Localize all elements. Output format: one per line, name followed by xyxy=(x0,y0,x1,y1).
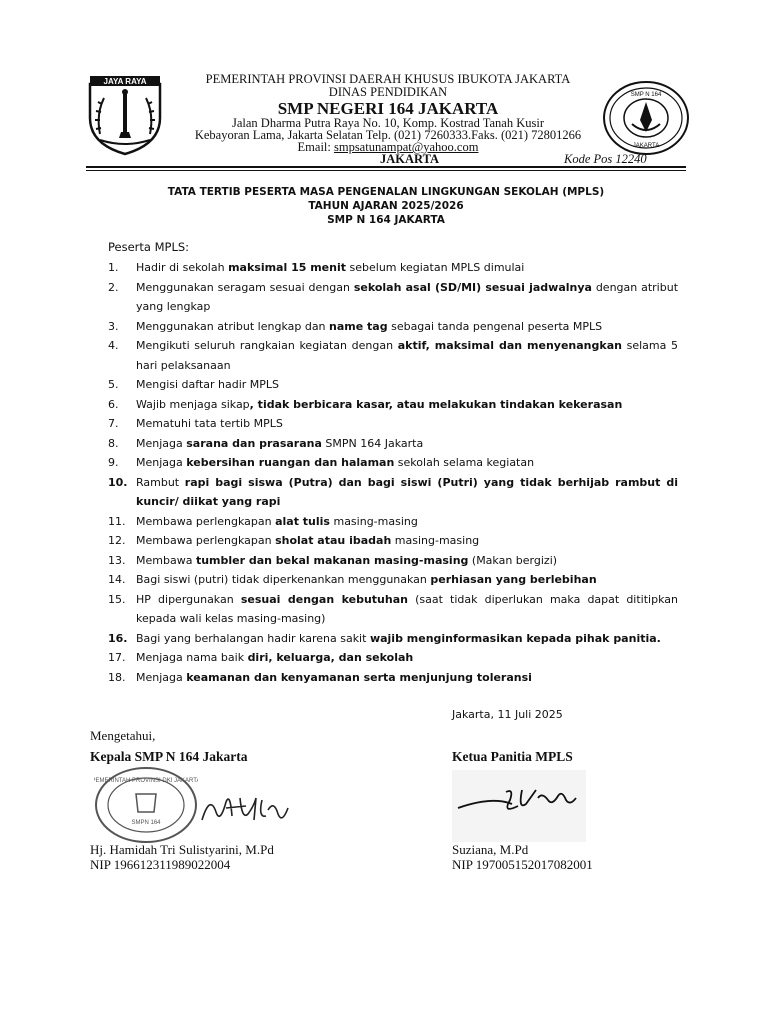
rule-text xyxy=(136,336,678,375)
address-line-1: Jalan Dharma Putra Raya No. 10, Komp. Kostrad Tanah Kusir xyxy=(231,116,545,130)
rule-segment: sebelum kegiatan MPLS dimulai xyxy=(346,261,525,274)
rule-text xyxy=(136,453,678,473)
rule-item xyxy=(106,531,678,551)
rule-segment: Bagi yang berhalangan hadir karena sakit xyxy=(136,631,370,645)
rule-segment: masing-masing xyxy=(391,534,480,547)
rule-number: 10. xyxy=(108,475,128,489)
school-seal-logo xyxy=(602,74,690,162)
rule-item xyxy=(106,590,678,629)
jaya-raya-logo xyxy=(86,74,164,156)
rule-emphasis: sekolah asal (SD/MI) sesuai jadwalnya xyxy=(353,280,592,294)
rule-emphasis: aktif, maksimal dan menyenangkan xyxy=(397,339,622,352)
rule-number: 5. xyxy=(108,378,119,391)
rule-item xyxy=(106,668,678,688)
letterhead-rule-thick xyxy=(86,166,686,168)
rules-list xyxy=(106,258,678,687)
rule-item xyxy=(106,512,678,532)
rule-item xyxy=(106,375,678,395)
rule-number: 6. xyxy=(108,397,119,411)
rule-segment: Bagi siswi (putri) tidak diperkenankan menggunakan xyxy=(136,573,431,586)
letterhead-rule-thin xyxy=(86,170,686,171)
rule-text xyxy=(136,668,678,688)
rule-segment: Mematuhi tata tertib MPLS xyxy=(136,417,283,430)
rule-number: 1. xyxy=(108,261,119,274)
rule-item xyxy=(106,434,678,454)
rule-item xyxy=(106,629,678,649)
rule-number: 3. xyxy=(108,319,119,333)
principal-signature xyxy=(196,790,292,830)
rule-item xyxy=(106,473,678,512)
rule-segment: Rambut xyxy=(136,475,185,489)
rule-emphasis: perhiasan yang berlebihan xyxy=(430,573,597,586)
rule-segment: Membawa xyxy=(136,553,196,567)
rule-segment: HP dipergunakan xyxy=(136,592,241,606)
rule-number: 18. xyxy=(108,670,126,684)
rule-segment: (saat tidak diperlukan maka dapat dititipkan kepada wali kelas masing-masing) xyxy=(136,592,678,625)
committee-chair-title: Ketua Panitia MPLS xyxy=(452,749,573,764)
rule-text xyxy=(136,648,678,668)
rule-number: 9. xyxy=(108,456,119,469)
document-title: TATA TERTIB PESERTA MASA PENGENALAN LINGKUNGAN SEKOLAH (MPLS) xyxy=(167,186,605,198)
academic-year: TAHUN AJARAN 2025/2026 xyxy=(308,200,464,212)
rule-text xyxy=(136,590,678,629)
rule-number: 2. xyxy=(108,280,119,294)
principal-name: Hj. Hamidah Tri Sulistyarini, M.Pd xyxy=(90,842,274,857)
rule-emphasis: alat tulis xyxy=(275,514,330,528)
rule-text xyxy=(136,629,678,649)
rule-item xyxy=(106,336,678,375)
rule-text xyxy=(136,278,678,317)
rule-text xyxy=(136,395,678,415)
rule-segment: Menggunakan seragam sesuai dengan xyxy=(136,280,354,294)
rule-segment: sebagai tanda pengenal peserta MPLS xyxy=(387,319,603,333)
school-name: SMP NEGERI 164 JAKARTA xyxy=(277,99,499,118)
rule-segment: Menjaga nama baik xyxy=(136,651,248,664)
rule-emphasis: (Putra) dan bagi siswi (Putri) yang tidak berhijab rambut di kuncir/ diikat yang rapi xyxy=(136,475,679,508)
rule-text xyxy=(136,414,678,434)
rule-item xyxy=(106,395,678,415)
rule-text xyxy=(136,375,678,395)
svg-text:JAKARTA: JAKARTA xyxy=(632,143,660,149)
rule-number: 8. xyxy=(108,436,119,450)
email-link[interactable]: smpsatunampat@yahoo.com xyxy=(333,140,479,154)
acknowledged-label: Mengetahui, xyxy=(90,728,156,743)
rule-segment: Wajib menjaga sikap xyxy=(136,397,250,411)
school-stamp xyxy=(94,766,198,844)
rule-number: 17. xyxy=(108,651,126,664)
rule-text xyxy=(136,317,678,337)
svg-text:SMP N 164: SMP N 164 xyxy=(630,92,662,98)
rule-text xyxy=(136,512,678,532)
chair-signature xyxy=(452,770,586,842)
chair-name: Suziana, M.Pd xyxy=(452,842,529,857)
rule-item xyxy=(106,570,678,590)
signing-date: Jakarta, 11 Juli 2025 xyxy=(452,708,563,721)
rule-emphasis: sarana dan prasarana xyxy=(186,436,322,450)
principal-nip: NIP 196612311989022004 xyxy=(90,857,231,872)
rule-number: 12. xyxy=(108,534,126,547)
rule-number: 14. xyxy=(108,573,126,586)
rule-emphasis: kebersihan ruangan dan halaman xyxy=(186,456,395,469)
government-line: PEMERINTAH PROVINSI DAERAH KHUSUS IBUKOTA JAKARTA xyxy=(205,72,571,86)
participants-heading: Peserta MPLS: xyxy=(108,240,190,254)
rule-number: 15. xyxy=(108,592,126,606)
rule-text xyxy=(136,473,678,512)
department-line: DINAS PENDIDIKAN xyxy=(328,85,448,99)
rule-segment: Menjaga xyxy=(136,436,187,450)
principal-title: Kepala SMP N 164 Jakarta xyxy=(90,749,248,764)
rule-text xyxy=(136,258,678,278)
rule-emphasis: wajib menginformasikan kepada pihak panitia. xyxy=(369,631,661,645)
rule-emphasis: maksimal 15 menit xyxy=(228,261,347,274)
rule-item xyxy=(106,258,678,278)
rule-segment: (Makan bergizi) xyxy=(468,553,558,567)
rule-number: 11. xyxy=(108,514,126,528)
rule-item xyxy=(106,453,678,473)
svg-text:JAYA RAYA: JAYA RAYA xyxy=(103,77,147,86)
rule-item xyxy=(106,551,678,571)
postal-code: Kode Pos 12240 xyxy=(564,152,647,166)
rule-segment: masing-masing xyxy=(329,514,418,528)
svg-text:SMPN 164: SMPN 164 xyxy=(131,820,161,826)
rule-text xyxy=(136,551,678,571)
rule-segment: Menjaga xyxy=(136,456,187,469)
rule-segment: Hadir di sekolah xyxy=(136,261,229,274)
rule-emphasis: diri, keluarga, dan sekolah xyxy=(247,651,414,664)
rule-emphasis: tumbler dan bekal makanan masing-masing xyxy=(195,553,469,567)
rule-number: 13. xyxy=(108,553,126,567)
rule-segment: SMPN 164 Jakarta xyxy=(321,436,424,450)
rule-segment: Membawa perlengkapan xyxy=(136,534,276,547)
rule-text xyxy=(136,434,678,454)
rule-item xyxy=(106,278,678,317)
school-subtitle: SMP N 164 JAKARTA xyxy=(327,214,445,226)
rule-emphasis: rapi bagi siswa xyxy=(184,475,283,489)
rule-segment: selama 5 hari pelaksanaan xyxy=(136,339,678,372)
rule-number: 16. xyxy=(108,631,128,645)
rule-segment: dengan atribut yang lengkap xyxy=(136,280,679,313)
email-label: Email: xyxy=(297,140,334,154)
rule-number: 7. xyxy=(108,417,119,430)
rule-emphasis: , tidak berbicara kasar, atau melakukan tindakan kekerasan xyxy=(249,397,623,411)
svg-text:PEMERINTAH PROVINSI DKI JAKART: PEMERINTAH PROVINSI DKI JAKARTA xyxy=(94,778,198,784)
rule-segment: Membawa perlengkapan xyxy=(136,514,276,528)
rule-emphasis: sesuai dengan kebutuhan xyxy=(240,592,408,606)
rule-item xyxy=(106,317,678,337)
rule-segment: sekolah selama kegiatan xyxy=(394,456,535,469)
city-label: JAKARTA xyxy=(380,152,440,166)
rule-text xyxy=(136,531,678,551)
rule-emphasis: sholat atau ibadah xyxy=(275,534,392,547)
rule-number: 4. xyxy=(108,339,119,352)
rule-segment: Mengisi daftar hadir MPLS xyxy=(136,378,280,391)
rule-item xyxy=(106,648,678,668)
rule-segment: Menjaga xyxy=(136,670,187,684)
rule-segment: Mengikuti seluruh rangkaian kegiatan dengan xyxy=(136,339,398,352)
address-line-2: Kebayoran Lama, Jakarta Selatan Telp. (021) 7260333.Faks. (021) 72801266 xyxy=(194,128,582,142)
rule-emphasis: keamanan dan kenyamanan serta menjunjung toleransi xyxy=(186,670,532,684)
rule-item xyxy=(106,414,678,434)
rule-text xyxy=(136,570,678,590)
rule-segment: Menggunakan atribut lengkap dan xyxy=(136,319,330,333)
chair-nip: NIP 197005152017082001 xyxy=(452,857,593,872)
rule-emphasis: name tag xyxy=(329,319,388,333)
